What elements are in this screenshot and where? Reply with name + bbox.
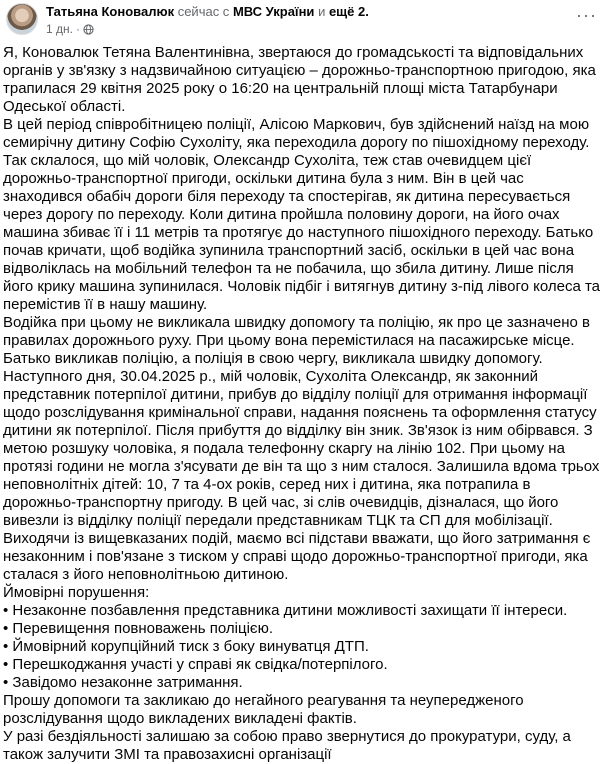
tagged-others-label: ещё 2 [328, 4, 366, 19]
meta-dot: · [75, 22, 80, 36]
violation-item: • Незаконне позбавлення представника дитини можливості захищати її інтереси. [3, 602, 568, 619]
more-options-button[interactable]: ··· [576, 5, 597, 25]
post-paragraph: Водійка при цьому не викликала швидку допомогу та поліцію, як про це зазначено в правилах дорожнього руху. При цьому вона перемістилася на пасажирське місце. [3, 314, 591, 349]
tagged-page-link[interactable]: МВС України [232, 4, 315, 19]
with-text: сейчас с [177, 4, 230, 19]
post-time[interactable]: 1 дн. [46, 22, 73, 36]
post-paragraph: Я, Коновалюк Тетяна Валентинівна, звертаюся до громадськості та відповідальних органів у зв'язку з надзвичайною ситуацією – дорожньо-транспортною пригодою, яка трапилася 29 квітня 2025 року о 16:20 на центральній площі міста Татарбунари Одеської області. [3, 44, 596, 115]
post-paragraph: Наступного дня, 30.04.2025 р., мій чоловік, Сухоліта Олександр, як законний представник потерпілої дитини, прибув до відділу поліції для отримання інформації щодо розслідування кримінальної справи, надання пояснень та оформлення статусу дитини як потерпілої. Після прибуття до відділку він зник. Зв'язок із ним обірвався. З метою розшуку чоловіка, я подала телефонну скаргу на лінію 102. При цьому на протязі години не могла з'ясувати де він та що з ним сталося. Залишила вдома трьох неповнолітніх дітей: 10, 7 та 4-ох років, серед них і дитина, яка потрапила в дорожньо-транспортну пригоду. В цей час, зі слів очевидців, дізналася, що його вивезли із відділку поліції передали представникам ТЦК та СП для мобілізації. [3, 368, 600, 529]
post-paragraph: Батько викликав поліцію, а поліція в свою чергу, викликала швидку допомогу. [3, 350, 543, 367]
post-paragraph: Так склалося, що мій чоловік, Олександр Сухоліта, теж став очевидцем цієї дорожньо-транспортної пригоди, оскільки дитина була з ним. Він в цей час знаходився обабіч дороги біля переходу та спостерігав, як дитина пересувається через дорогу по переходу. Коли дитина пройшла половину дороги, на його очах машина збиває її і 11 метрів та протягує до наступного пішохідного переходу. Батько почав кричати, щоб водійка зупинила транспортний засіб, оскільки в цей час вона відволіклась на мобільний телефон та не побачила, що збила дитину. Лише після його крику машина зупинилася. Чоловік підбіг і витягнув дитину з-під лівого колеса та перемістив її в нашу машину. [3, 152, 600, 313]
post-body [3, 44, 601, 764]
violations-heading: Ймовірні порушення: [3, 584, 150, 601]
post-meta [46, 22, 94, 36]
tagged-others-link[interactable]: ещё 2. [328, 4, 369, 19]
post-paragraph: Виходячи із вищевказаних подій, маємо всі підстави вважати, що його затримання є незаконним і пов'язане з тиском у справі щодо дорожньо-транспортної пригоди, яка сталася з його неповнолітньою дитиною. [3, 530, 591, 583]
violation-item: • Перевищення повноважень поліцією. [3, 620, 274, 637]
violation-item: • Ймовірний корупційний тиск з боку винуватця ДТП. [3, 638, 369, 655]
author-name[interactable]: Татьяна Коновалюк [46, 4, 175, 19]
and-text: и [318, 4, 326, 19]
violation-item: • Перешкоджання участі у справі як свідка/потерпілого. [3, 656, 388, 673]
post-paragraph: В цей період співробітницею поліції, Алісою Маркович, був здійснений наїзд на мою семирічну дитину Софію Сухоліту, яка переходила дорогу по пішохідному переходу. [3, 116, 590, 151]
post-paragraph: Прошу допомоги та закликаю до негайного реагування та неупередженого розслідування щодо викладених викладені фактів. [3, 692, 524, 727]
post-paragraph: У разі бездіяльності залишаю за собою право звернутися до прокуратури, суду, а також залучити ЗМІ та правозахисні організації [3, 728, 571, 763]
post-header [46, 4, 565, 20]
globe-icon [83, 24, 94, 35]
violation-item: • Завідомо незаконне затримання. [3, 674, 243, 691]
avatar[interactable] [6, 3, 38, 35]
